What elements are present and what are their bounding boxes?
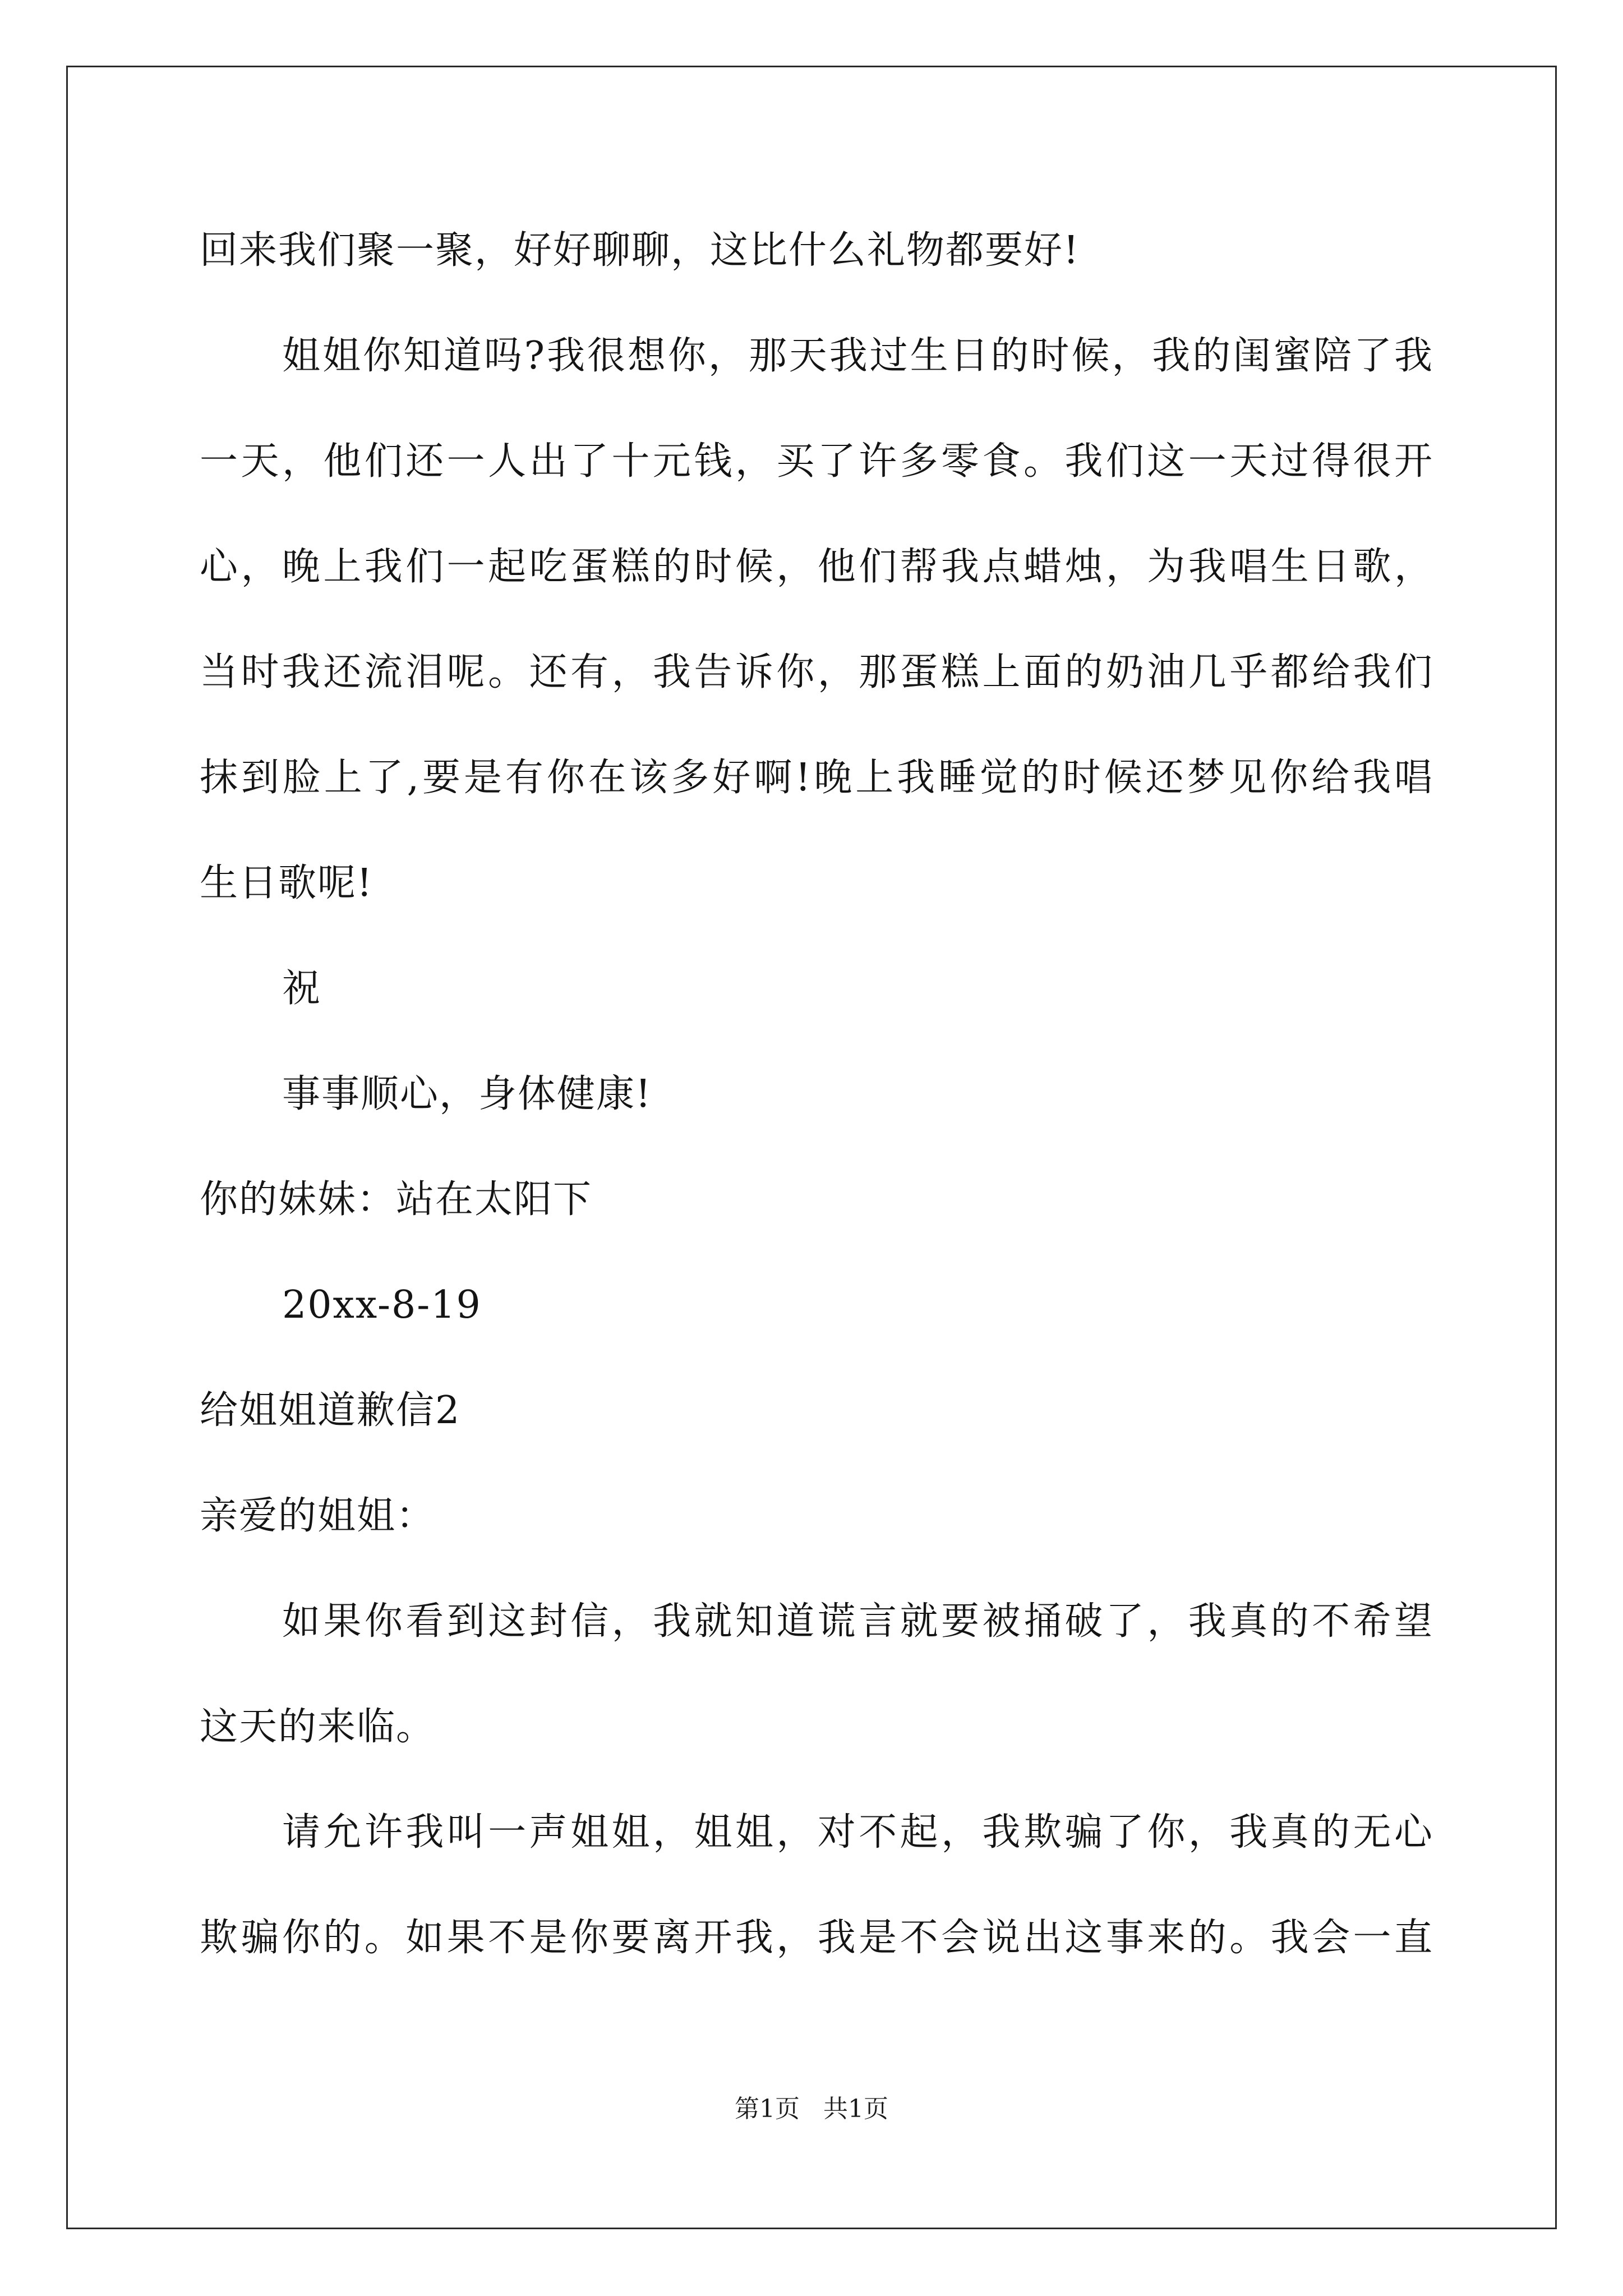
section-title: 给姐姐道歉信2 bbox=[200, 1388, 461, 1433]
text-line: 欺骗你的。如果不是你要离开我，我是不会说出这事来的。我会一直 bbox=[200, 1916, 1433, 1960]
text-line: 姐姐你知道吗?我很想你，那天我过生日的时候，我的闺蜜陪了我 bbox=[282, 334, 1433, 378]
text-line: 一天，他们还一人出了十元钱，买了许多零食。我们这一天过得很开 bbox=[200, 439, 1433, 484]
wishes-line: 事事顺心，身体健康! bbox=[282, 1072, 652, 1116]
document-body bbox=[200, 209, 1433, 2001]
text-line: 请允许我叫一声姐姐，姐姐，对不起，我欺骗了你，我真的无心 bbox=[282, 1810, 1433, 1855]
text-line: 生日歌呢! bbox=[200, 861, 374, 905]
text-line: 这天的来临。 bbox=[200, 1705, 436, 1749]
page-number-footer: 第1页 共1页 bbox=[735, 2095, 888, 2123]
greeting-line: 亲爱的姐姐： bbox=[200, 1494, 436, 1538]
salutation-line: 祝 bbox=[282, 967, 322, 1011]
text-line: 抹到脸上了,要是有你在该多好啊!晚上我睡觉的时候还梦见你给我唱 bbox=[200, 756, 1433, 800]
text-line: 心，晚上我们一起吃蛋糕的时候，他们帮我点蜡烛，为我唱生日歌， bbox=[200, 545, 1433, 589]
date-line: 20xx-8-19 bbox=[282, 1283, 482, 1327]
text-line: 如果你看到这封信，我就知道谎言就要被捅破了，我真的不希望 bbox=[282, 1599, 1433, 1644]
text-line: 回来我们聚一聚，好好聊聊，这比什么礼物都要好! bbox=[200, 228, 1080, 273]
signature-line: 你的妹妹：站在太阳下 bbox=[200, 1177, 593, 1222]
text-line: 当时我还流泪呢。还有，我告诉你，那蛋糕上面的奶油几乎都给我们 bbox=[200, 650, 1433, 694]
